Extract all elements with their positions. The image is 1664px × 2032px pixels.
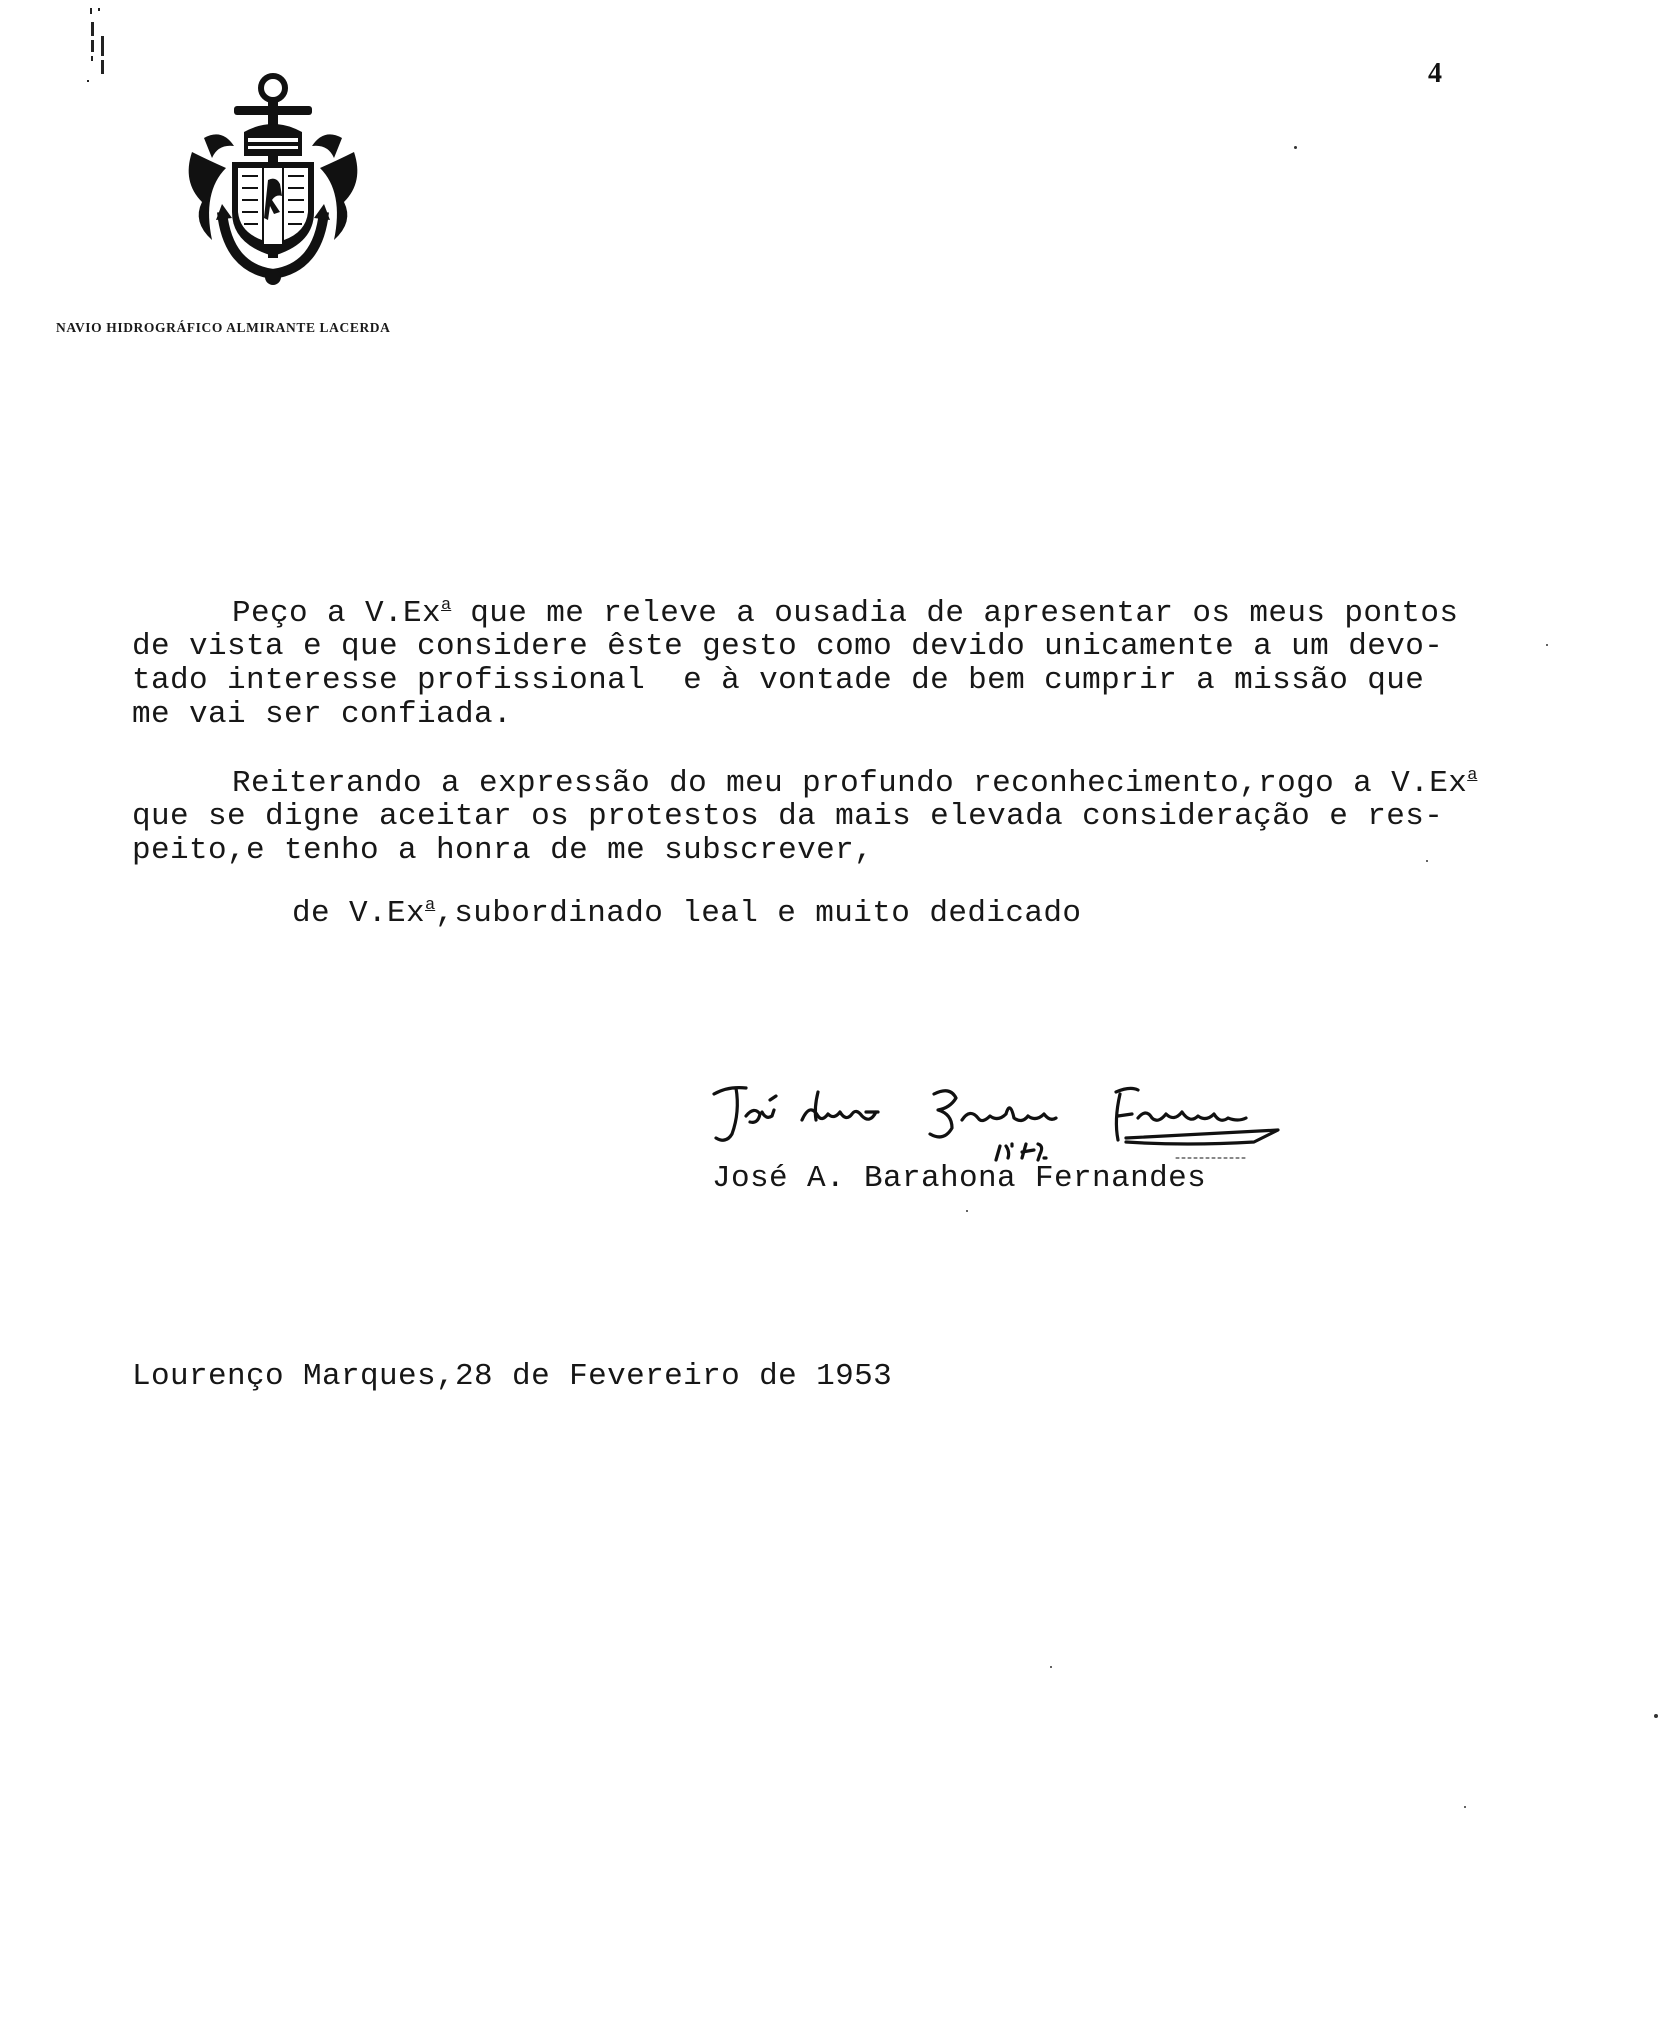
scan-speck bbox=[1546, 644, 1548, 646]
letterhead-org-name: NAVIO HIDROGRÁFICO ALMIRANTE LACERDA bbox=[56, 320, 391, 335]
body-line: Peço a V.Ex$^a$ que me releve a ousadia de apresentar os meus pontos bbox=[232, 596, 1459, 631]
page-number: 4 bbox=[1428, 58, 1442, 89]
body-line: tado interesse profissional e à vontade de bem cumprir a missão que bbox=[132, 663, 1425, 698]
closing-line: de V.Ex$^a$,subordinado leal e muito dedicado bbox=[292, 896, 1082, 931]
scan-speck bbox=[1426, 860, 1428, 862]
body-line: Reiterando a expressão do meu profundo reconhecimento,rogo a V.Ex$^a$ bbox=[232, 766, 1478, 801]
place-date: Lourenço Marques,28 de Fevereiro de 1953 bbox=[132, 1359, 893, 1394]
scan-speck bbox=[966, 1210, 968, 1212]
scan-speck bbox=[1294, 146, 1297, 149]
body-line: de vista e que considere êste gesto como devido unicamente a um devo- bbox=[132, 629, 1444, 664]
scan-speck bbox=[1654, 1714, 1658, 1718]
body-line: me vai ser confiada. bbox=[132, 697, 513, 732]
scan-speck bbox=[1050, 1666, 1052, 1668]
naval-anchor-crest-icon bbox=[182, 72, 364, 294]
body-line: peito,e tenho a honra de me subscrever, bbox=[132, 833, 874, 868]
body-line: que se digne aceitar os protestos da mais elevada consideração e res- bbox=[132, 799, 1444, 834]
margin-marks bbox=[84, 6, 134, 86]
scan-speck bbox=[1464, 1806, 1466, 1808]
signer-name: José A. Barahona Fernandes bbox=[712, 1161, 1207, 1196]
handwritten-signature bbox=[706, 1072, 1286, 1172]
